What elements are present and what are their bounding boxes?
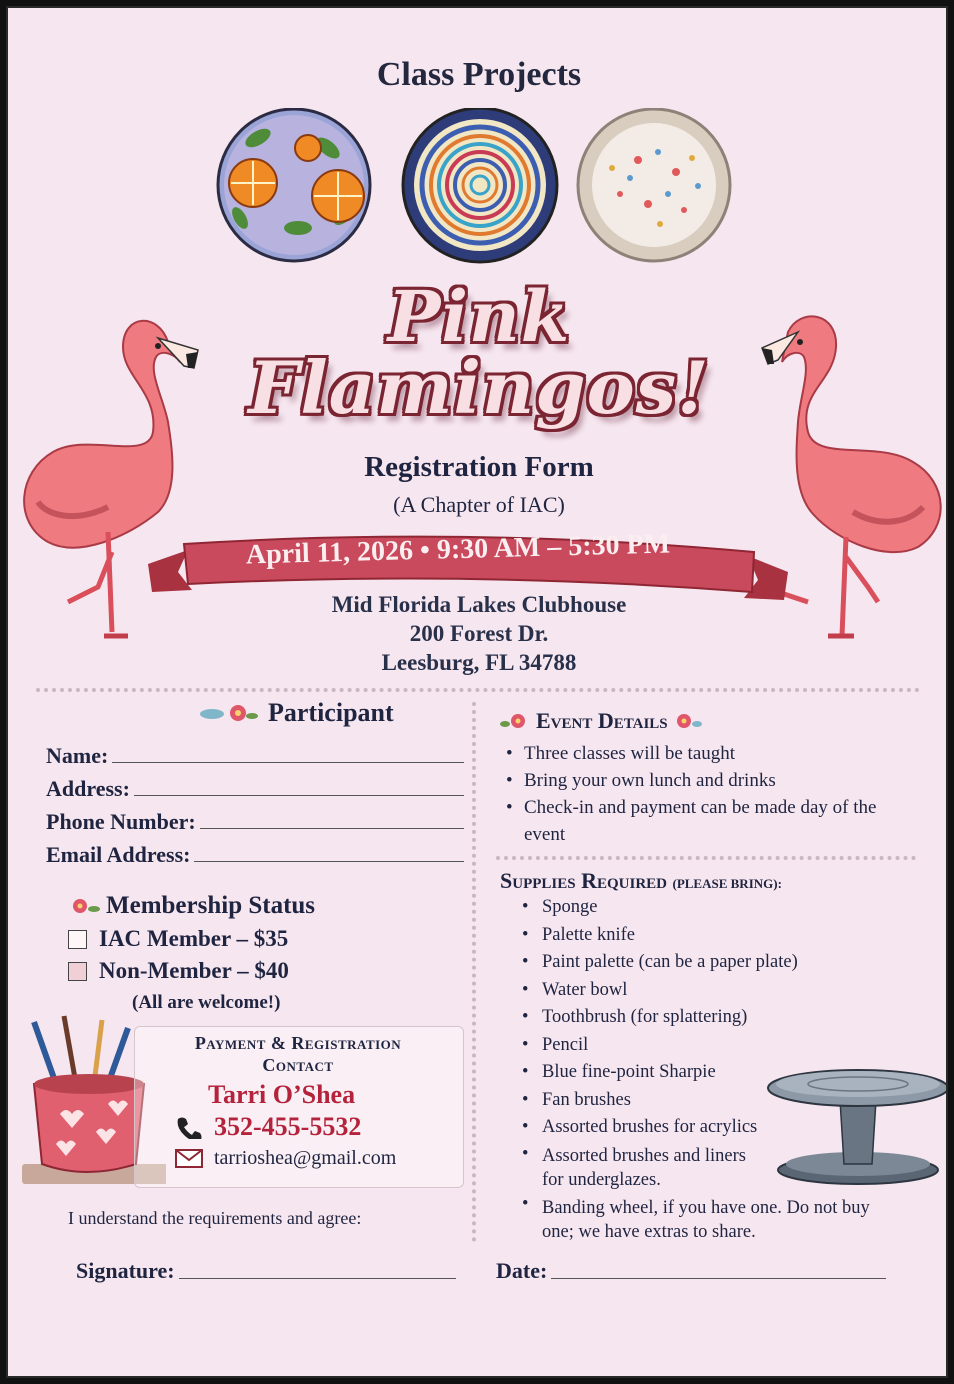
- payment-contact-heading: [148, 1032, 448, 1076]
- email-field[interactable]: [46, 835, 464, 868]
- membership-status: [68, 892, 448, 1014]
- date-line[interactable]: [551, 1278, 886, 1279]
- phone-label: Phone Number:: [46, 809, 196, 834]
- flower-icon: [68, 896, 100, 916]
- venue-name: Mid Florida Lakes Clubhouse: [331, 592, 627, 617]
- participant-heading: Participant: [268, 698, 394, 727]
- list-item: • Assorted brushes and liners for underglazes.: [516, 1142, 746, 1192]
- flower-icon: [500, 711, 530, 731]
- address-field[interactable]: [46, 769, 464, 802]
- email-label: Email Address:: [46, 842, 191, 867]
- contact-name: Tarri O’Shea: [208, 1080, 356, 1109]
- floral-plate-icon: [578, 109, 730, 261]
- participant-header: [198, 698, 394, 728]
- list-item: • Palette knife: [516, 922, 920, 950]
- date-label: Date:: [496, 1258, 548, 1283]
- list-item: • Assorted brushes for acrylics: [516, 1114, 920, 1142]
- list-item: • Toothbrush (for splattering): [516, 1004, 920, 1032]
- class-projects-heading: Class Projects: [376, 56, 582, 93]
- title-line-1: Pink: [387, 275, 571, 358]
- non-member-checkbox[interactable]: [68, 962, 87, 981]
- contact-phone[interactable]: [174, 1112, 361, 1142]
- contact-phone-number: 352-455-5532: [214, 1112, 362, 1141]
- iac-member-label: IAC Member – $35: [99, 926, 289, 951]
- list-item: • Water bowl: [516, 977, 920, 1005]
- email-line[interactable]: [194, 861, 464, 862]
- flower-icon: [198, 702, 258, 724]
- signature-field[interactable]: [76, 1258, 456, 1284]
- event-title: [208, 275, 750, 430]
- membership-header: [68, 892, 448, 920]
- event-details-heading: Event Details: [536, 708, 668, 733]
- venue-city: Leesburg, FL 34788: [381, 650, 577, 675]
- agreement-text: I understand the requirements and agree:: [68, 1208, 362, 1228]
- title-line-2: Flamingos!: [248, 345, 710, 430]
- welcome-note: (All are welcome!): [132, 992, 281, 1013]
- event-date-time: April 11, 2026 • 9:30 AM – 5:30 PM: [245, 528, 671, 571]
- name-line[interactable]: [112, 762, 464, 763]
- event-details-list: [500, 740, 920, 848]
- payment-heading-line-1: Payment & Registration: [194, 1033, 402, 1053]
- payment-heading-line-2: Contact: [262, 1055, 334, 1075]
- phone-line[interactable]: [200, 828, 464, 829]
- right-column-divider: [496, 856, 916, 860]
- event-details: [500, 708, 920, 848]
- citrus-plate-icon: [218, 109, 370, 261]
- column-divider: [472, 702, 476, 1242]
- venue-street: 200 Forest Dr.: [409, 621, 549, 646]
- section-divider: [36, 688, 920, 692]
- list-item: • Check-in and payment can be made day of the event: [500, 794, 920, 848]
- flower-icon: [672, 711, 702, 731]
- participant-fields: [46, 736, 464, 868]
- contact-email-address: tarrioshea@gmail.com: [214, 1146, 397, 1169]
- list-item: • Sponge: [516, 894, 920, 922]
- non-member-label: Non-Member – $40: [99, 958, 289, 983]
- rings-plate-icon: [403, 108, 557, 262]
- mail-icon: [174, 1146, 204, 1170]
- phone-icon: [174, 1115, 204, 1139]
- class-project-plates: [8, 108, 948, 268]
- supplies-heading: Supplies Required: [500, 868, 667, 893]
- address-label: Address:: [46, 776, 130, 801]
- list-item: • Three classes will be taught: [500, 740, 920, 767]
- event-details-header: [500, 708, 920, 734]
- contact-email[interactable]: [174, 1146, 396, 1170]
- venue-address: [8, 590, 948, 677]
- list-item: • Blue fine-point Sharpie: [516, 1059, 920, 1087]
- registration-form-heading: Registration Form: [364, 451, 594, 483]
- name-field[interactable]: [46, 736, 464, 769]
- list-item: • Bring your own lunch and drinks: [500, 767, 920, 794]
- address-line[interactable]: [134, 795, 464, 796]
- list-item: • Paint palette (can be a paper plate): [516, 949, 920, 977]
- supplies-heading-note: (PLEASE BRING):: [672, 876, 782, 891]
- supplies-header: [500, 868, 920, 894]
- iac-member-option[interactable]: [68, 926, 448, 952]
- signature-label: Signature:: [76, 1258, 175, 1283]
- name-label: Name:: [46, 743, 109, 768]
- non-member-option[interactable]: [68, 958, 448, 984]
- registration-flyer: [6, 6, 948, 1378]
- membership-heading: Membership Status: [106, 892, 316, 919]
- chapter-note: (A Chapter of IAC): [393, 492, 565, 517]
- signature-line[interactable]: [179, 1278, 456, 1279]
- iac-member-checkbox[interactable]: [68, 930, 87, 949]
- date-field[interactable]: [496, 1258, 886, 1284]
- list-item: • Pencil: [516, 1032, 920, 1060]
- list-item: • Banding wheel, if you have one. Do not buy one; we have extras to share.: [516, 1192, 886, 1244]
- banding-wheel-icon: [760, 1060, 948, 1190]
- phone-field[interactable]: [46, 802, 464, 835]
- list-item: • Fan brushes: [516, 1087, 920, 1115]
